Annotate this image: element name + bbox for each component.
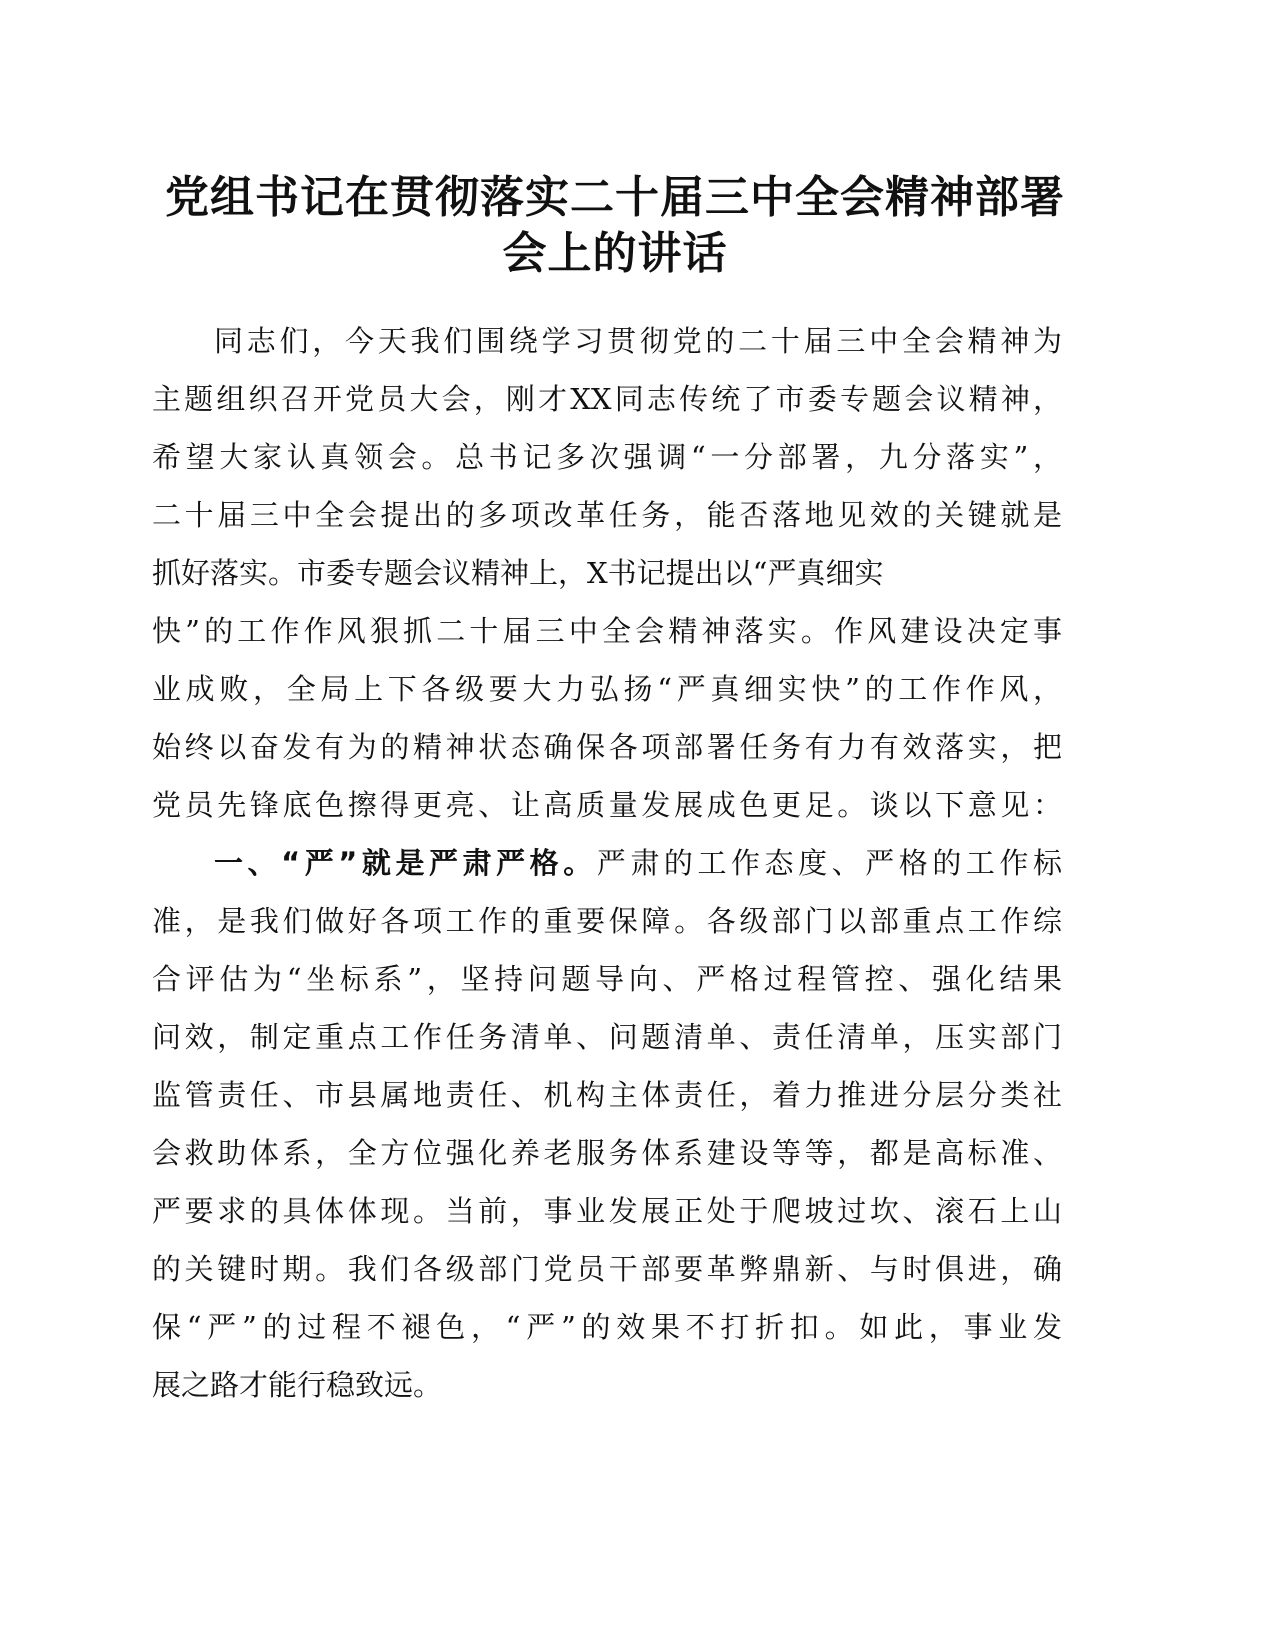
opening-paragraph <box>152 312 1062 834</box>
paragraph-line: 的关键时期。我们各级部门党员干部要革弊鼎新、与时俱进，确 <box>152 1252 1062 1286</box>
paragraph-line: 抓好落实。市委专题会议精神上，X书记提出以“严真细实 <box>152 556 884 590</box>
paragraph-line: 同志们，今天我们围绕学习贯彻党的二十届三中全会精神为 <box>214 324 1062 358</box>
paragraph-line: 党员先锋底色擦得更亮、让高质量发展成色更足。谈以下意见： <box>152 788 1062 822</box>
paragraph-line: 合评估为“坐标系”，坚持问题导向、严格过程管控、强化结果 <box>152 962 1062 996</box>
document-body <box>152 312 1062 1414</box>
paragraph-line: 问效，制定重点工作任务清单、问题清单、责任清单，压实部门 <box>152 1020 1062 1054</box>
paragraph-line: 二十届三中全会提出的多项改革任务，能否落地见效的关键就是 <box>152 498 1062 532</box>
section-heading: 一、“严”就是严肃严格。 <box>214 846 597 880</box>
section-first-line-text: 严肃的工作态度、严格的工作标 <box>596 846 1062 880</box>
paragraph-line: 保“严”的过程不褪色，“严”的效果不打折扣。如此，事业发 <box>152 1310 1062 1344</box>
section-one-paragraph <box>152 834 1062 1414</box>
paragraph-line: 主题组织召开党员大会，刚才XX同志传统了市委专题会议精神， <box>152 382 1062 416</box>
paragraph-line: 准，是我们做好各项工作的重要保障。各级部门以部重点工作综 <box>152 904 1062 938</box>
paragraph-line: 监管责任、市县属地责任、机构主体责任，着力推进分层分类社 <box>152 1078 1062 1112</box>
paragraph-line: 业成败，全局上下各级要大力弘扬“严真细实快”的工作作风， <box>152 672 1062 706</box>
title-line: 党组书记在贯彻落实二十届三中全会精神部署 <box>165 172 1065 223</box>
paragraph-line: 快”的工作作风狠抓二十届三中全会精神落实。作风建设决定事 <box>152 614 1062 648</box>
title-line: 会上的讲话 <box>502 228 728 279</box>
paragraph-line: 严要求的具体体现。当前，事业发展正处于爬坡过坎、滚石上山 <box>152 1194 1062 1228</box>
paragraph-line: 会救助体系，全方位强化养老服务体系建设等等，都是高标准、 <box>152 1136 1062 1170</box>
paragraph-line: 始终以奋发有为的精神状态确保各项部署任务有力有效落实，把 <box>152 730 1062 764</box>
paragraph-line: 希望大家认真领会。总书记多次强调“一分部署，九分落实”， <box>152 440 1062 474</box>
paragraph-line: 展之路才能行稳致远。 <box>152 1368 443 1402</box>
document-title <box>150 170 1080 282</box>
section-first-line <box>152 834 1062 892</box>
